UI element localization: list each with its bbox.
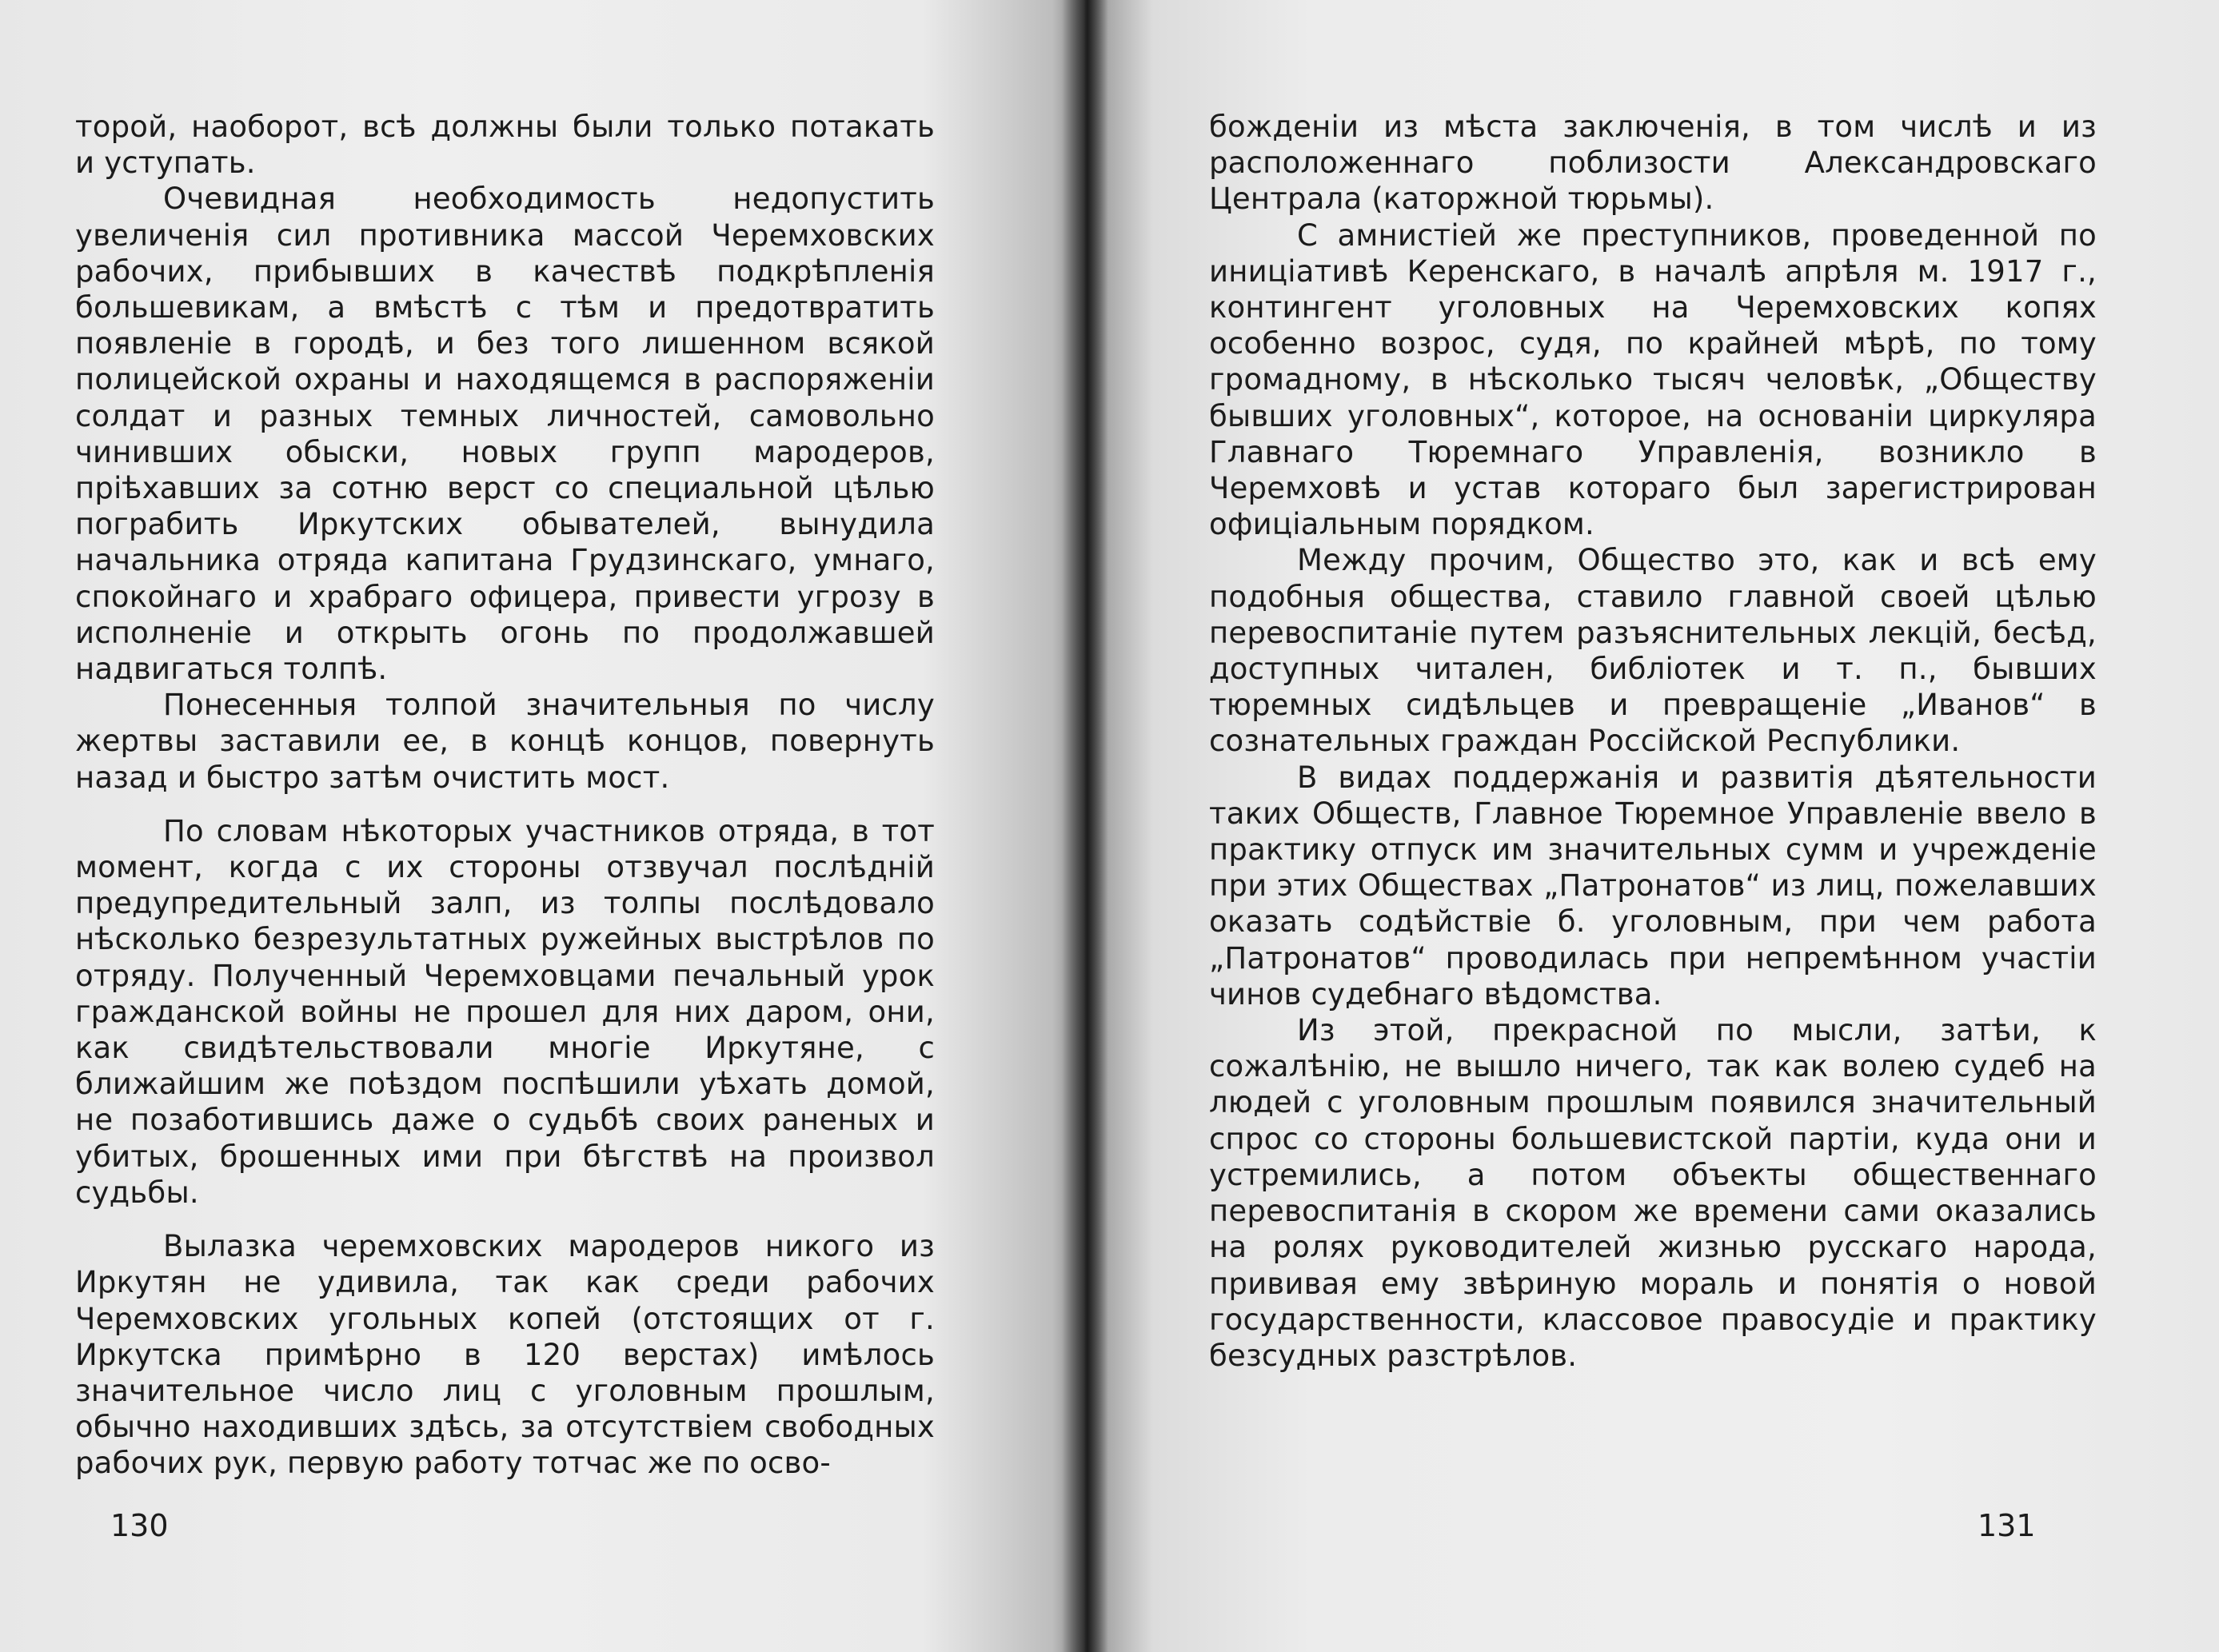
left-page-text <box>75 109 935 1482</box>
paragraph: Из этой, прекрасной по мысли, затѣи, к сожалѣнію, не вышло ничего, так как волею судеб на людей с уголовным прошлым появился значительный спрос со стороны большевистской партіи, куда они и устремились, а потом объекты общественнаго перевоспитанія в скором же времени сами оказались на ролях руководителей жизнью русскаго народа, прививая ему звѣриную мораль и понятія о новой государственности, классовое правосудіе и практику безсудных разстрѣлов. <box>1209 1013 2097 1373</box>
right-page-text <box>1209 109 2097 1374</box>
right-page <box>1085 0 2219 1652</box>
paragraph: божденіи из мѣста заключенія, в том числѣ и из расположеннаго поблизости Александровскаго Централа (каторжной тюрьмы). <box>1209 110 2097 217</box>
paragraph: Вылазка черемховских мародеров никого из Иркутян не удивила, так как среди рабочих Черемховских угольных копей (отстоящих от г. Иркутска примѣрно в 120 верстах) имѣлось значительное число лиц с уголовным прошлым, обычно находивших здѣсь, за отсутствіем свободных рабочих рук, первую работу тотчас же по осво- <box>75 1229 935 1481</box>
paragraph: торой, наоборот, всѣ должны были только потакать и уступать. <box>75 110 935 181</box>
page-number: 130 <box>110 1508 169 1543</box>
paragraph: Между прочим, Общество это, как и всѣ ему подобныя общества, ставило главной своей цѣлью перевоспитаніе путем разъяснительных лекцій, бесѣд, доступных читален, библіотек и т. п., бывших тюремных сидѣльцев и превращеніе „Иванов“ в сознательных граждан Россійской Республики. <box>1209 543 2097 759</box>
paragraph: Понесенныя толпой значительныя по числу жертвы заставили ее, в концѣ концов, повернуть назад и быстро затѣм очистить мост. <box>75 688 935 795</box>
left-page <box>0 0 1085 1652</box>
book-gutter <box>1062 0 1108 1652</box>
paragraph: По словам нѣкоторых участников отряда, в тот момент, когда с их стороны отзвучал послѣдній предупредительный залп, из толпы послѣдовало нѣсколько безрезультатных ружейных выстрѣлов по отряду. Полученный Черемховцами печальный урок гражданской войны не прошел для них даром, они, как свидѣтельствовали многіе Иркутяне, с ближайшим же поѣздом поспѣшили уѣхать домой, не позаботившись даже о судьбѣ своих раненых и убитых, брошенных ими при бѣгствѣ на произвол судьбы. <box>75 813 935 1210</box>
paragraph: С амнистіей же преступников, проведенной по иниціативѣ Керенскаго, в началѣ апрѣля м. 1917 г., контингент уголовных на Черемховских копях особенно возрос, судя, по крайней мѣрѣ, по тому громадному, в нѣсколько тысяч человѣк, „Обществу бывших уголовных“, которое, на основаніи циркуляра Главнаго Тюремнаго Управленія, возникло в Черемховѣ и устав котораго был зарегистрирован офиціальным порядком. <box>1209 217 2097 542</box>
page-number: 131 <box>1978 1508 2036 1543</box>
paragraph: Очевидная необходимость недопустить увеличенія сил противника массой Черемховских рабочих, прибывших в качествѣ подкрѣпленія большевикам, а вмѣстѣ с тѣм и предотвратить появленіе в городѣ, и без того лишенном всякой полицейской охраны и находящемся в распоряженіи солдат и разных темных личностей, самовольно чинивших обыски, новых групп мародеров, пріѣхавших за сотню верст со специальной цѣлью пограбить Иркутских обывателей, вынудила начальника отряда капитана Грудзинскаго, умнаго, спокойнаго и храбраго офицера, привести угрозу в исполненіе и открыть огонь по продолжавшей надвигаться толпѣ. <box>75 182 935 687</box>
paragraph: В видах поддержанія и развитія дѣятельности таких Обществ, Главное Тюремное Управленіе ввело в практику отпуск им значительных сумм и учрежденіе при этих Обществах „Патронатов“ из лиц, пожелавших оказать содѣйствіе б. уголовным, при чем работа „Патронатов“ проводилась при непремѣнном участіи чинов судебнаго вѣдомства. <box>1209 760 2097 1012</box>
